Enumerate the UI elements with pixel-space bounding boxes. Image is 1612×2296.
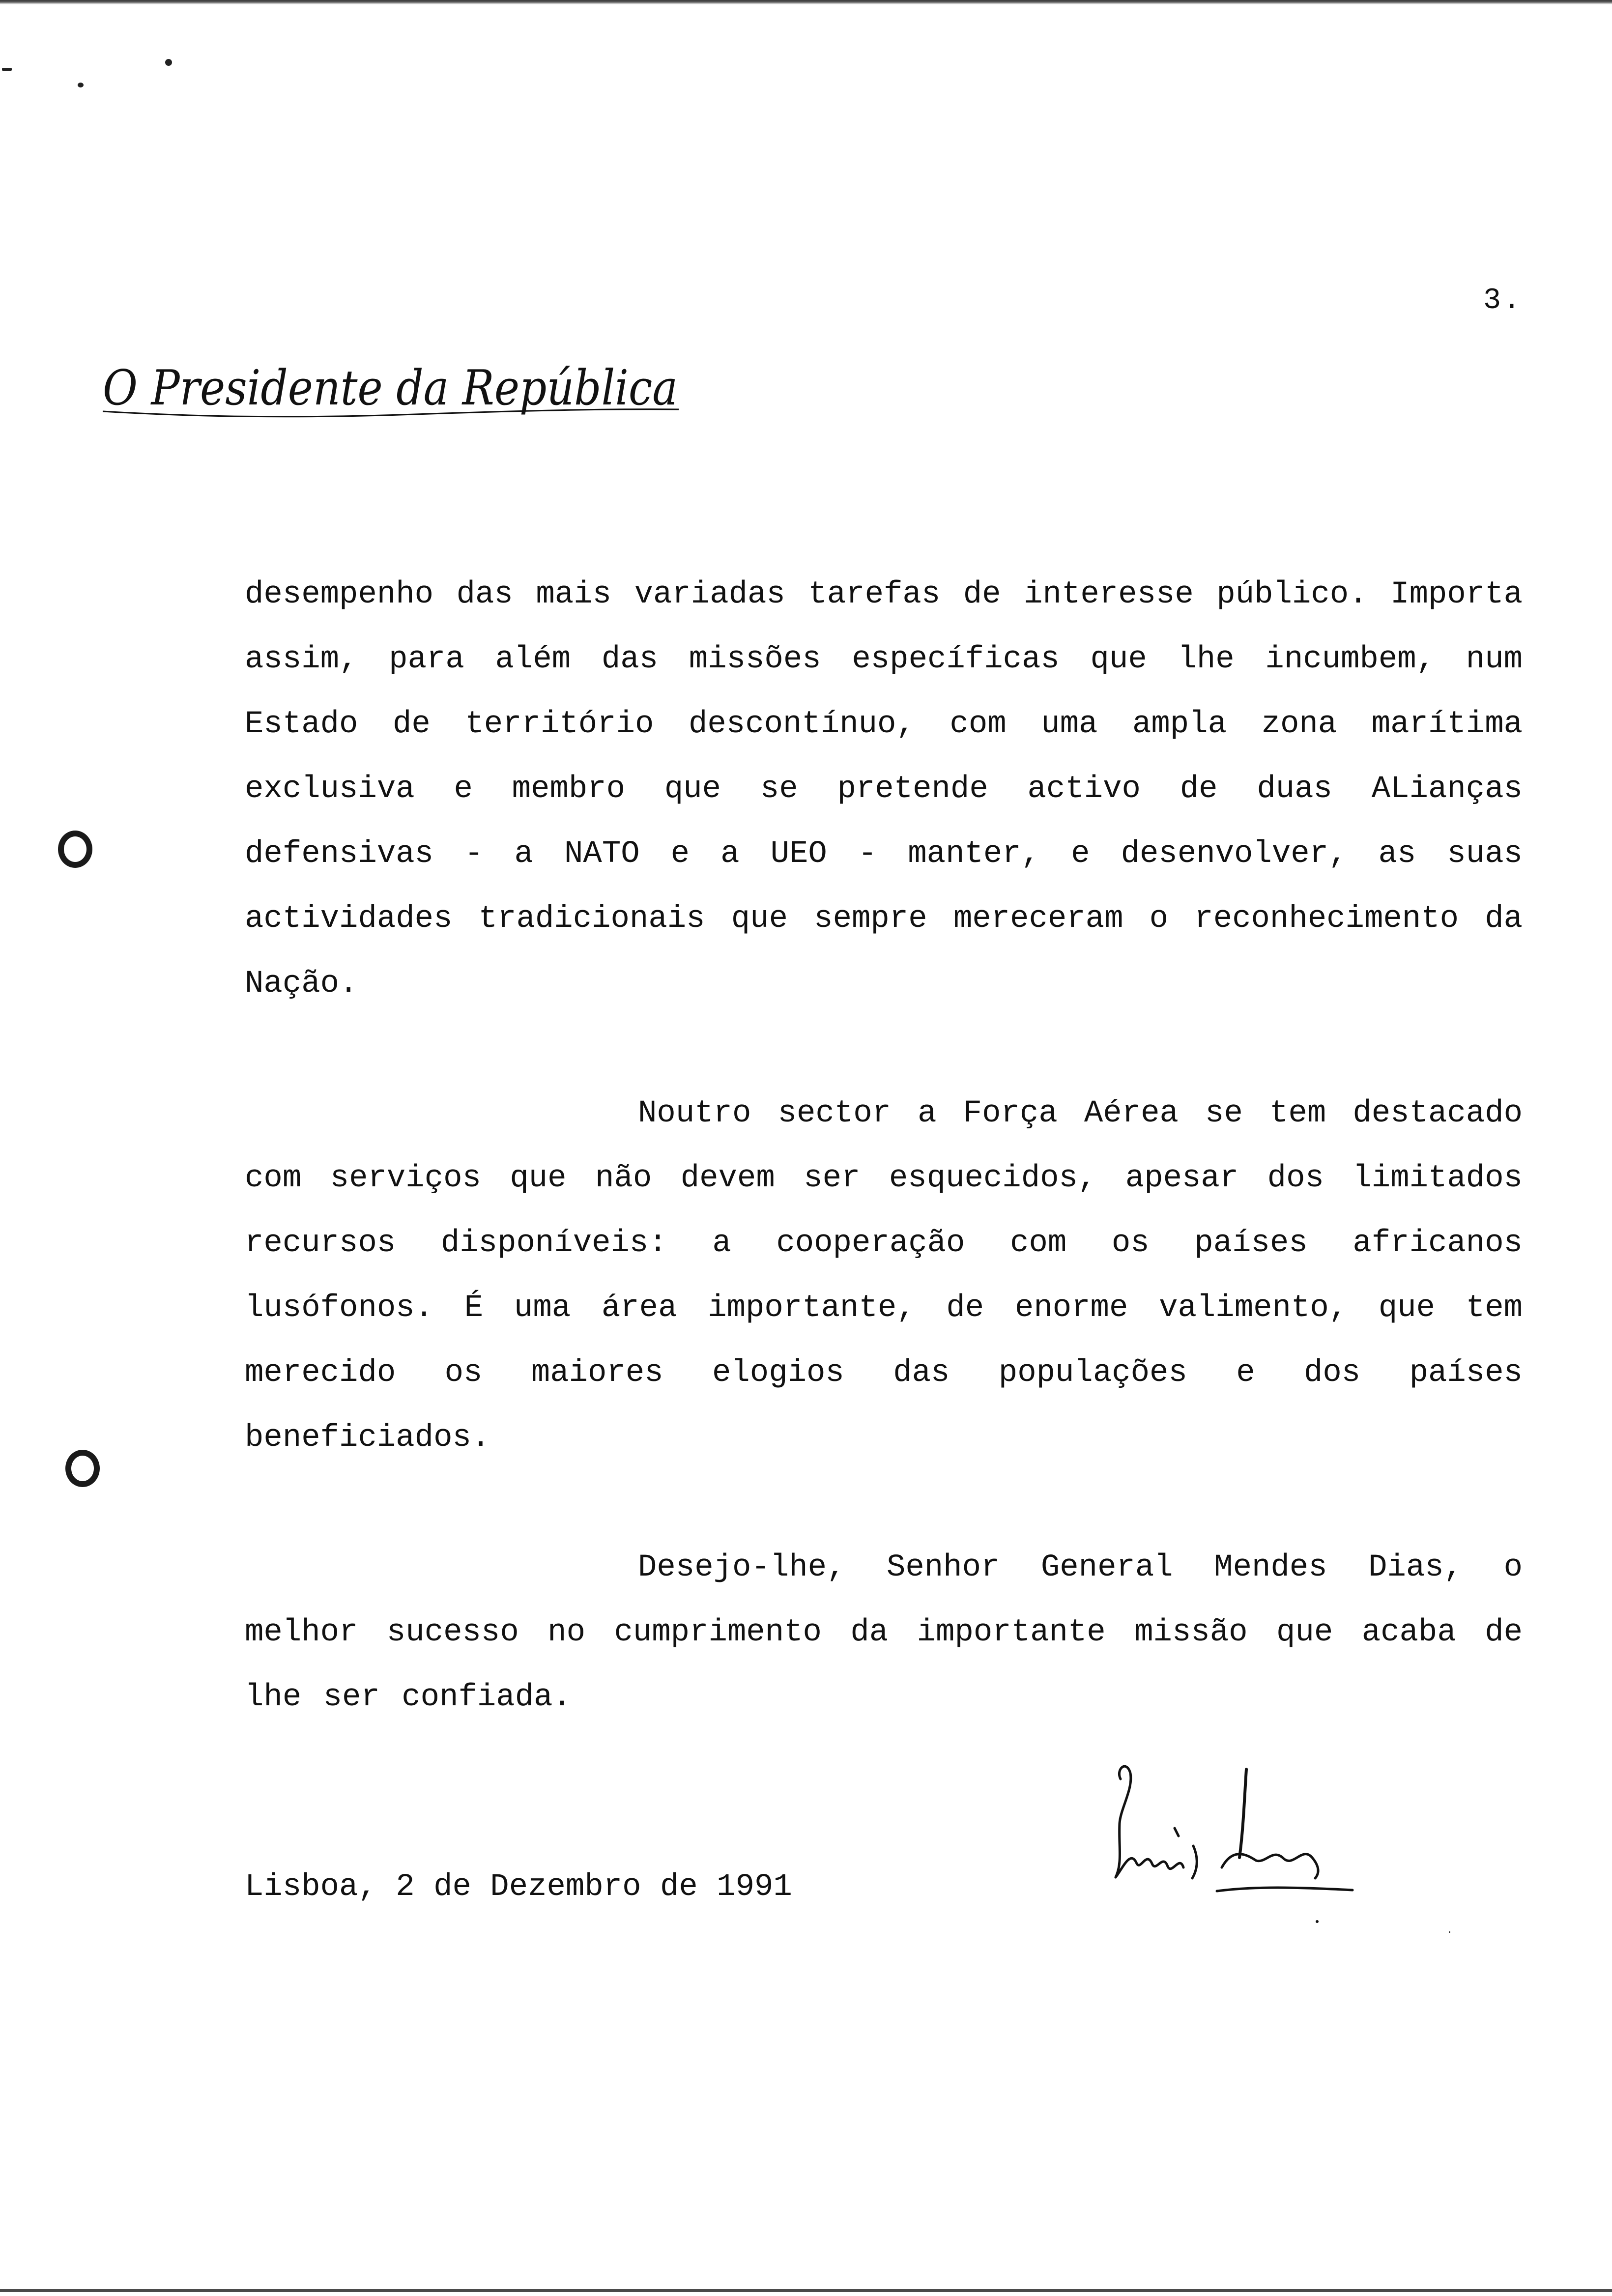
svg-text:O Presidente da República: O Presidente da República — [103, 360, 678, 416]
scan-speck — [2, 68, 12, 71]
binder-hole-top — [58, 831, 92, 868]
scan-top-edge — [0, 0, 1612, 4]
letter-body — [245, 562, 1523, 1795]
scan-speck — [1449, 1931, 1450, 1933]
paragraph-2: Noutro sector a Força Aérea se tem destacado com serviços que não devem ser esquecidos, apesar dos limitados recursos disponíveis: a cooperação com os países africanos lusófonos. É uma área importante, de enorme valimento, que tem merecido os maiores elogios das populações e dos países beneficiados. — [245, 1096, 1523, 1456]
paragraph-3: Desejo-lhe, Senhor General Mendes Dias, o melhor sucesso no cumprimento da importante missão que acaba de lhe ser confiada. — [245, 1550, 1523, 1715]
scan-speck — [78, 83, 84, 87]
date-line: Lisboa, 2 de Dezembro de 1991 — [245, 1869, 792, 1905]
paragraph-1: desempenho das mais variadas tarefas de interesse público. Importa assim, para além das missões específicas que lhe incumbem, num Estado de território descontínuo, com uma ampla zona marítima exclusiva e membro que se pretende activo de duas ALianças defensivas - a NATO e a UEO - manter, e desenvolver, as suas actividades tradicionais que sempre mereceram o reconhecimento da Nação. — [245, 577, 1523, 1002]
binder-hole-bottom — [65, 1450, 100, 1487]
letterhead-script-logo — [101, 346, 681, 430]
signature-mark — [1101, 1750, 1356, 1917]
scan-speck — [165, 59, 172, 66]
page-number: 3. — [1483, 284, 1523, 317]
handwritten-signature — [1101, 1750, 1356, 1917]
letterhead — [101, 346, 681, 430]
scan-bottom-edge — [0, 2289, 1612, 2292]
